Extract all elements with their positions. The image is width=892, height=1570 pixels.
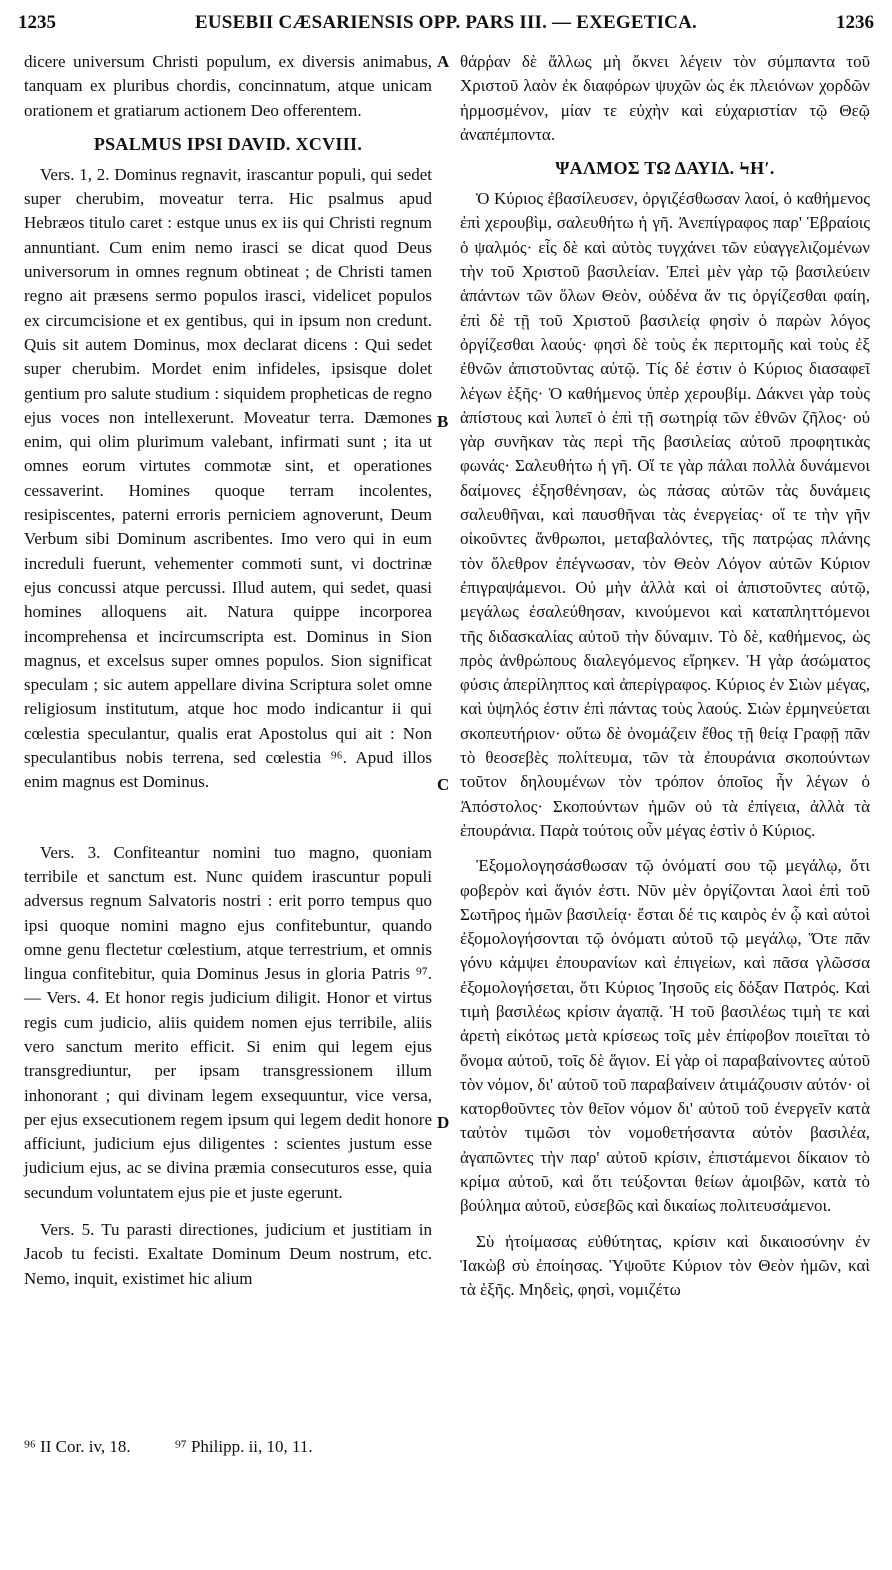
latin-verse-paragraph-3: Vers. 5. Tu parasti directiones, judicium et justitiam in Jacob tu fecisti. Exaltate Dominum Deum nostrum, etc. Nemo, inquit, existimet hic alium	[24, 1220, 432, 1288]
footnote-96: ⁹⁶ II Cor. iv, 18.	[24, 1437, 131, 1456]
latin-column	[24, 50, 432, 1291]
footnotes	[24, 1437, 353, 1457]
latin-verse-paragraph-2: Vers. 3. Confiteantur nomini tuo magno, quoniam terribile et sanctum est. Nunc quidem irascuntur populi adversus regnum Salvatoris nostri : erit porro tempus quo ipsi quoque nomini magno ejus confitebuntur, quando omne genu flectetur cœlestium, atque terrestrium, et omnis lingua confitebitur, quia Dominus Jesus in gloria Patris ⁹⁷. — Vers. 4. Et honor regis judicium diligit. Honor et virtus regis cum judicio, aliis quidem nomen ejus terribile, aliis vero sanctum merito efficit. Si enim qui legem ejus transgrediuntur, per ipsam transgressionem illum inhonorant ; qui divinam legem exsequuntur, vice versa, per ejus exsecutionem regem ipsum qui legem dedit honore afficiunt, judicium ejus diligentes : scientes justum esse judicium ejus, ac se divina præmia consecuturos esse, quia secundum voluntatem ejus pie et juste egerunt.	[24, 842, 432, 1202]
margin-marker-a: A	[437, 52, 450, 71]
page-number-left: 1235	[18, 12, 56, 33]
latin-intro-paragraph: dicere universum Christi populum, ex diversis animabus, tanquam ex pluribus chordis, concinnatum, atque unicam orationem et gratiarum actionem Deo offerentem.	[24, 52, 432, 120]
running-header	[18, 12, 874, 38]
greek-verse-paragraph-3: Σὺ ἡτοίμασας εὐθύτητας, κρίσιν καὶ δικαιοσύνην ἐν Ἰακὼβ σὺ ἐποίησας. Ὑψοῦτε Κύριον τὸν Θεὸν ἡμῶν, καὶ τὰ ἑξῆς. Μηδεὶς, φησὶ, νομιζέτω	[460, 1231, 870, 1300]
latin-verse-paragraph-1: Vers. 1, 2. Dominus regnavit, irascantur populi, qui sedet super cherubim, moveatur terra. Hic psalmus apud Hebræos titulo caret : estque unus ex iis qui Christi regnum annuntiant. Cum enim nemo irasci se dicat quod Deus universorum in omnes regnum obtineat ; de Christi tamen regno ait præsens sermo populos irasci, videlicet populos ex circumcisione et ex gentibus, qui in ipsum non credunt. Quis sit autem Dominus, mox declarat dicens : Qui sedet super cherubim. Mordet enim infideles, ipsisque dolet gentium pro salute studium : siquidem propheticas de regno ejus voces non intellexerunt. Moveatur terra. Dæmones enim, qui olim plurimum valebant, infirmati sunt ; ita ut omnes eorum virtutes commotæ sint, et operationes cessaverint. Homines quoque terram incolentes, resipiscentes, paterni erroris perniciem agnoverunt, Deum Verbum sibi Dominum ascribentes. Imo vero qui in eum increduli fuerunt, vehementer commoti sunt, vi doctrinæ ejus concussi atque percussi. Illud autem, qui sedet, quasi homines alloquens ait. Natura quippe incorporea incomprehensa et incircumscripta est. Dominus in Sion magnus, et excelsus super omnes populos. Sion significat speculam ; sic autem appellare divina Scriptura solet omne religiosum institutum, atque hoc modo indicantur ii qui cœlestia speculantur, qualis erat Apostolus qui ait : Non speculantibus nobis terrena, sed cœlestia ⁹⁶. Apud illos enim magnus est Dominus.	[24, 164, 432, 792]
greek-verse-paragraph-2: Ἐξομολογησάσθωσαν τῷ ὀνόματί σου τῷ μεγάλῳ, ὅτι φοβερὸν καὶ ἅγιόν ἐστι. Νῦν μὲν ὀργίζονται λαοὶ ἐπὶ τοῦ Σωτῆρος ἡμῶν βασιλείᾳ· ἔσται δέ τις καιρὸς ἐν ᾧ καὶ αὐτοὶ ἐξομολογήσονται τῷ ὀνόματι αὐτοῦ τῷ μεγάλῳ, Ὅτε πᾶν γόνυ κάμψει ἐπουρανίων καὶ ἐπιγείων, καὶ πᾶσα γλῶσσα ἐξομολογήσεται, ὅτι Κύριος Ἰησοῦς εἰς δόξαν Πατρός. Καὶ τιμὴ βασιλέως κρίσιν ἀγαπᾷ. Ἡ τοῦ βασιλέως τιμὴ τε καὶ ἀρετὴ εἰκότως μετὰ κρίσεως τοῖς μὲν ἐπίφοβον ποιεῖται τὸ ὄνομα αὐτοῦ, τοῖς δὲ ἅγιον. Εἰ γὰρ οἱ παραβαίνοντες αὐτοῦ τὸν νόμον, δι' αὐτοῦ τοῦ παραβαίνειν ἀτιμάζουσιν αὐτόν· οἱ κατορθοῦντες τὸν θεῖον νόμον δι' αὐτοῦ τοῦ ἐνεργεῖν κατὰ ταὐτὸν τιμῶσι τὸν νομοθετήσαντα αὐτὸν βασιλέα, ἀγαπῶντες τὴν παρ' αὐτοῦ κρίσιν, ἐπιστάμενοι δίκαιον τὸ κρίμα αὐτοῦ, καὶ ὅτι τεύξονται θείων ἀμοιβῶν, κατὰ τὸ βούλημα αὐτοῦ, εὐσεβῶς καὶ δικαίως πολιτευσάμενοι.	[460, 856, 870, 1216]
margin-marker-d: D	[437, 1113, 450, 1132]
greek-column	[460, 50, 870, 1303]
greek-intro-paragraph: θάρῥαν δὲ ἄλλως μὴ ὄκνει λέγειν τὸν σύμπαντα τοῦ Χριστοῦ λαὸν ἐκ διαφόρων ψυχῶν ὡς ἐκ πλειόνων χορδῶν ἡρμοσμένον, μίαν τε εὐχὴν καὶ εὐχαριστίαν τῷ Θεῷ ἀναπέμποντα.	[460, 52, 870, 144]
margin-marker-c: C	[437, 775, 450, 794]
greek-verse-paragraph-1: Ὁ Κύριος ἐβασίλευσεν, ὀργιζέσθωσαν λαοί, ὁ καθήμενος ἐπὶ χερουβὶμ, σαλευθήτω ἡ γῆ. Ἀνεπίγραφος παρ' Ἑβραίοις ὁ ψαλμός· εἷς δὲ καὶ αὐτὸς τυγχάνει τῶν εὐαγγελιζομένων τὴν τοῦ Χριστοῦ βασιλείαν. Ἐπεὶ μὲν γὰρ τῷ βασιλεύειν ἁπάντων τῶν ὅλων Θεὸν, οὐδένα ἄν τις ὀργίζεσθαι φαίη, ἐπὶ δὲ τῇ τοῦ Χριστοῦ βασιλείᾳ φησὶν ὁ παρὼν λόγος ὀργίζεσθαι λαούς· φησὶ δὲ τοὺς ἐκ περιτομῆς καὶ τοὺς ἐξ ἐθνῶν ἀπιστοῦντας αὐτῷ. Τίς δέ ἐστιν ὁ Κύριος διασαφεῖ λέγων ἑξῆς· Ὁ καθήμενος ὑπὲρ χερουβίμ. Δάκνει γὰρ τοὺς ἀπίστους καὶ λυπεῖ ὁ ἐπὶ τῇ σωτηρίᾳ τῶν ἐθνῶν ζῆλος· οὐ γὰρ συνῆκαν τὰς περὶ τῆς βασιλείας αὐτοῦ προφητικὰς φωνάς· Σαλευθήτω ἡ γῆ. Οἵ τε γὰρ πάλαι πολλὰ δυνάμενοι δαίμονες ἐξησθένησαν, ὡς πάσας αὐτῶν τὰς δυνάμεις σαλευθῆναι, καὶ παυσθῆναι τὰς ἐνεργείας· οἵ τε τὴν γῆν οἰκοῦντες ἄνθρωποι, μεταβαλόντες, τῆς πατρῴας πλάνης τὸν ὄλεθρον ἐπέγνωσαν, τὸν Θεὸν Λόγον αὐτῶν Κύριον ἐπιγραψάμενοι. Οὐ μὴν ἀλλὰ καὶ οἱ ἀπιστοῦντες αὐτῷ, μεγάλως ἐσαλεύθησαν, κινούμενοι καὶ καταπληττόμενοι τῆς διδασκαλίας αὐτοῦ τὴν δύναμιν. Τὸ δὲ, καθήμενος, ὡς πρὸς ἀνθρώπους διαλεγόμενος εἴρηκεν. Ἡ γὰρ ἀσώματος φύσις ἀπερίληπτος καὶ ἀπερίγραφος. Κύριος ἐν Σιὼν μέγας, καὶ ὑψηλός ἐστιν ἐπὶ πάντας τοὺς λαούς. Σιὼν ἑρμηνεύεται σκοπευτήριον· οὕτω δὲ ὀνομάζειν ἔθος τῇ θείᾳ Γραφῇ πᾶν τὸ θεοσεβὲς πολίτευμα, τῶν τὰ ἐπουράνια σκοπούντων τοῦτον δηλουμένων τὸν τρόπον ὁποῖος ἦν λέγων ὁ Ἀπόστολος· Σκοπούντων ἡμῶν οὐ τὰ ἐπίγεια, ἀλλὰ τὰ ἐπουράνια. Παρὰ τούτοις οὖν μέγας ἐστὶν ὁ Κύριος.	[460, 189, 870, 840]
page-number-right: 1236	[836, 12, 874, 33]
latin-psalm-heading: PSALMUS IPSI DAVID. XCVIII.	[93, 133, 363, 154]
margin-marker-b: B	[437, 412, 449, 431]
greek-psalm-heading: ΨΑΛΜΟΣ ΤΩ ΔΑΥΙΔ. ϞΗʹ.	[555, 158, 775, 179]
running-title: EUSEBII CÆSARIENSIS OPP. PARS III. — EXEGETICA.	[195, 12, 697, 33]
footnote-97: ⁹⁷ Philipp. ii, 10, 11.	[174, 1437, 313, 1456]
